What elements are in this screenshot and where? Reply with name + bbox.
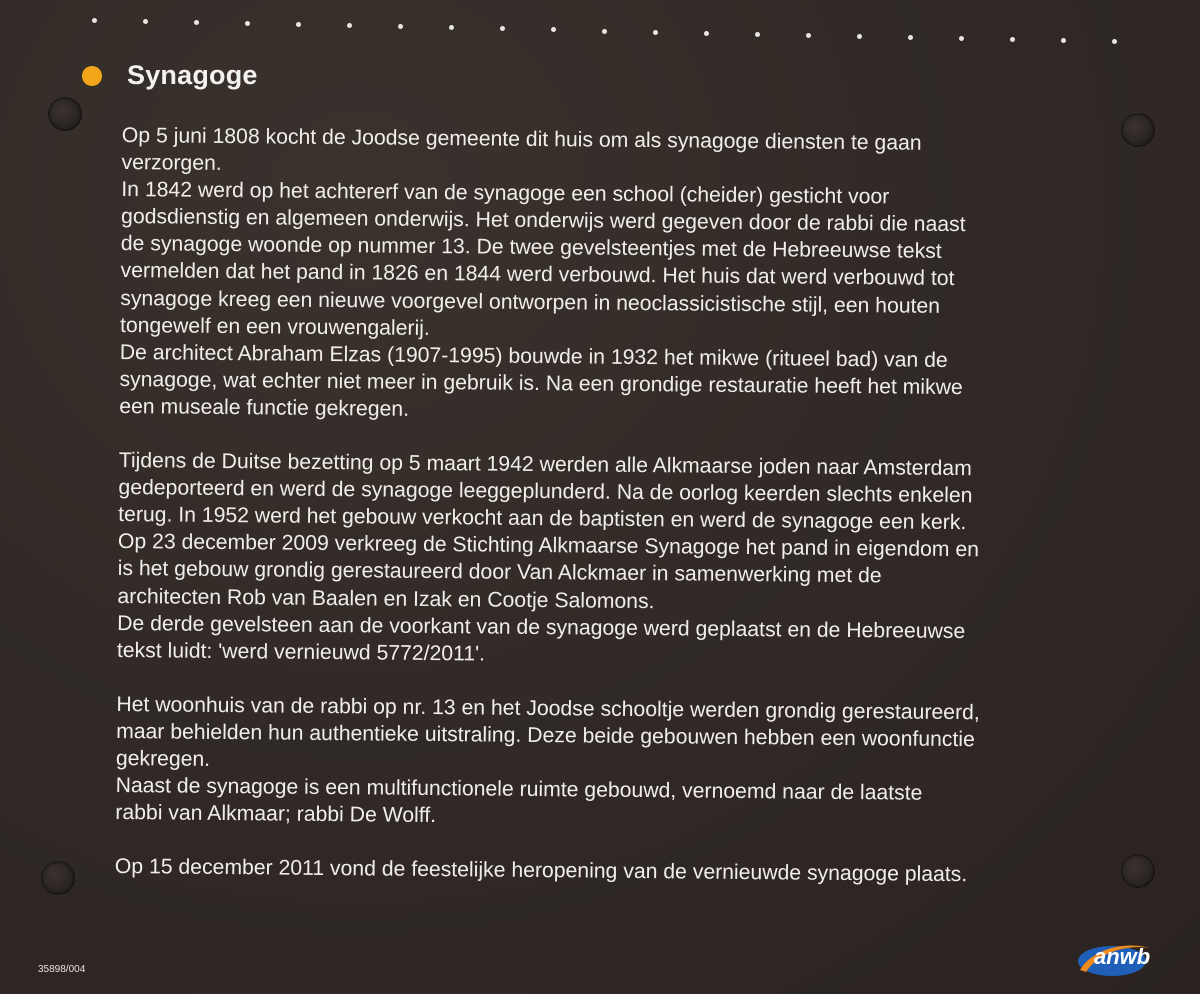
text-line: tongewelf en een vrouwengalerij. [119, 313, 430, 340]
bolt-top-left-icon [48, 97, 82, 131]
decorative-dot [602, 29, 607, 34]
text-line: Het woonhuis van de rabbi op nr. 13 en het Joodse schooltje werden grondig gerestaureerd, [116, 692, 980, 725]
decorative-dot [500, 26, 505, 31]
decorative-dot [959, 36, 964, 41]
decorative-dot [755, 32, 760, 37]
decorative-dot [449, 25, 454, 30]
decorative-dot [143, 19, 148, 24]
text-line: de synagoge woonde op nummer 13. De twee gevelsteentjes met de Hebreeuwse tekst [120, 232, 942, 264]
text-line: architecten Rob van Baalen en Izak en Cootje Salomons. [117, 584, 655, 613]
decorative-dot-row [0, 0, 1200, 50]
text-line: maar behielden hun authentieke uitstraling. Deze beide gebouwen hebben een woonfunctie [116, 719, 975, 752]
text-line: godsdienstig en algemeen onderwijs. Het onderwijs werd gegeven door de rabbi die naast [120, 205, 966, 237]
text-line: terug. In 1952 werd het gebouw verkocht aan de baptisten en werd de synagoge een kerk. [118, 503, 967, 535]
text-line: synagoge, wat echter niet meer in gebruik is. Na een grondige restauratie heeft het mikwe [119, 367, 963, 399]
text-line: is het gebouw grondig gerestaureerd door Van Alckmaer in samenwerking met de [117, 557, 882, 588]
text-line: De derde gevelsteen aan de voorkant van de synagoge werd geplaatst en de Hebreeuwse [117, 611, 966, 643]
decorative-dot [347, 23, 352, 28]
text-line: Tijdens de Duitse bezetting op 5 maart 1942 werden alle Alkmaarse joden naar Amsterdam [118, 449, 972, 481]
anwb-logo-icon [1072, 930, 1162, 978]
text-line: vermelden dat het pand in 1826 en 1844 werd verbouwd. Het huis dat werd verbouwd tot [120, 259, 955, 291]
decorative-dot [857, 34, 862, 39]
decorative-dot [806, 33, 811, 38]
decorative-dot [296, 22, 301, 27]
decorative-dot [908, 35, 913, 40]
text-line: Op 23 december 2009 verkreeg de Stichting Alkmaarse Synagoge het pand in eigendom en [117, 530, 980, 562]
sign-body-text [115, 122, 1132, 890]
orange-bullet-icon [82, 66, 102, 86]
text-line: De architect Abraham Elzas (1907-1995) bouwde in 1932 het mikwe (ritueel bad) van de [119, 340, 948, 372]
sign-title: Synagoge [127, 60, 258, 90]
text-line: Op 15 december 2011 vond de feestelijke heropening van de vernieuwde synagoge plaats. [114, 855, 968, 887]
decorative-dot [1061, 38, 1066, 43]
decorative-dot [398, 24, 403, 29]
bolt-bottom-left-icon [41, 861, 75, 895]
anwb-logo-text: anwb [1094, 944, 1151, 969]
text-line: tekst luidt: 'werd vernieuwd 5772/2011'. [116, 638, 486, 666]
text-line: gekregen. [115, 746, 211, 771]
text-line: In 1842 werd op het achtererf van de synagoge een school (cheider) gesticht voor [121, 178, 890, 209]
text-line: synagoge kreeg een nieuwe voorgevel ontworpen in neoclassicistische stijl, een houten [120, 286, 941, 318]
decorative-dot [245, 21, 250, 26]
bolt-bottom-right-icon [1121, 854, 1155, 888]
decorative-dot [92, 18, 97, 23]
text-line: verzorgen. [121, 151, 222, 176]
decorative-dot [653, 30, 658, 35]
decorative-dot [1010, 37, 1015, 42]
text-line: rabbi van Alkmaar; rabbi De Wolff. [115, 801, 437, 828]
decorative-dot [1112, 39, 1117, 44]
decorative-dot [704, 31, 709, 36]
decorative-dot [194, 20, 199, 25]
text-line: Op 5 juni 1808 kocht de Joodse gemeente dit huis om als synagoge diensten te gaan [121, 123, 922, 155]
text-line: gedeporteerd en werd de synagoge leeggeplunderd. Na de oorlog keerden slechts enkelen [118, 476, 973, 508]
decorative-dot [551, 27, 556, 32]
text-line: Naast de synagoge is een multifunctionele ruimte gebouwd, vernoemd naar de laatste [115, 774, 923, 805]
sign-code: 35898/004 [38, 964, 86, 975]
text-line: een museale functie gekregen. [119, 394, 410, 421]
